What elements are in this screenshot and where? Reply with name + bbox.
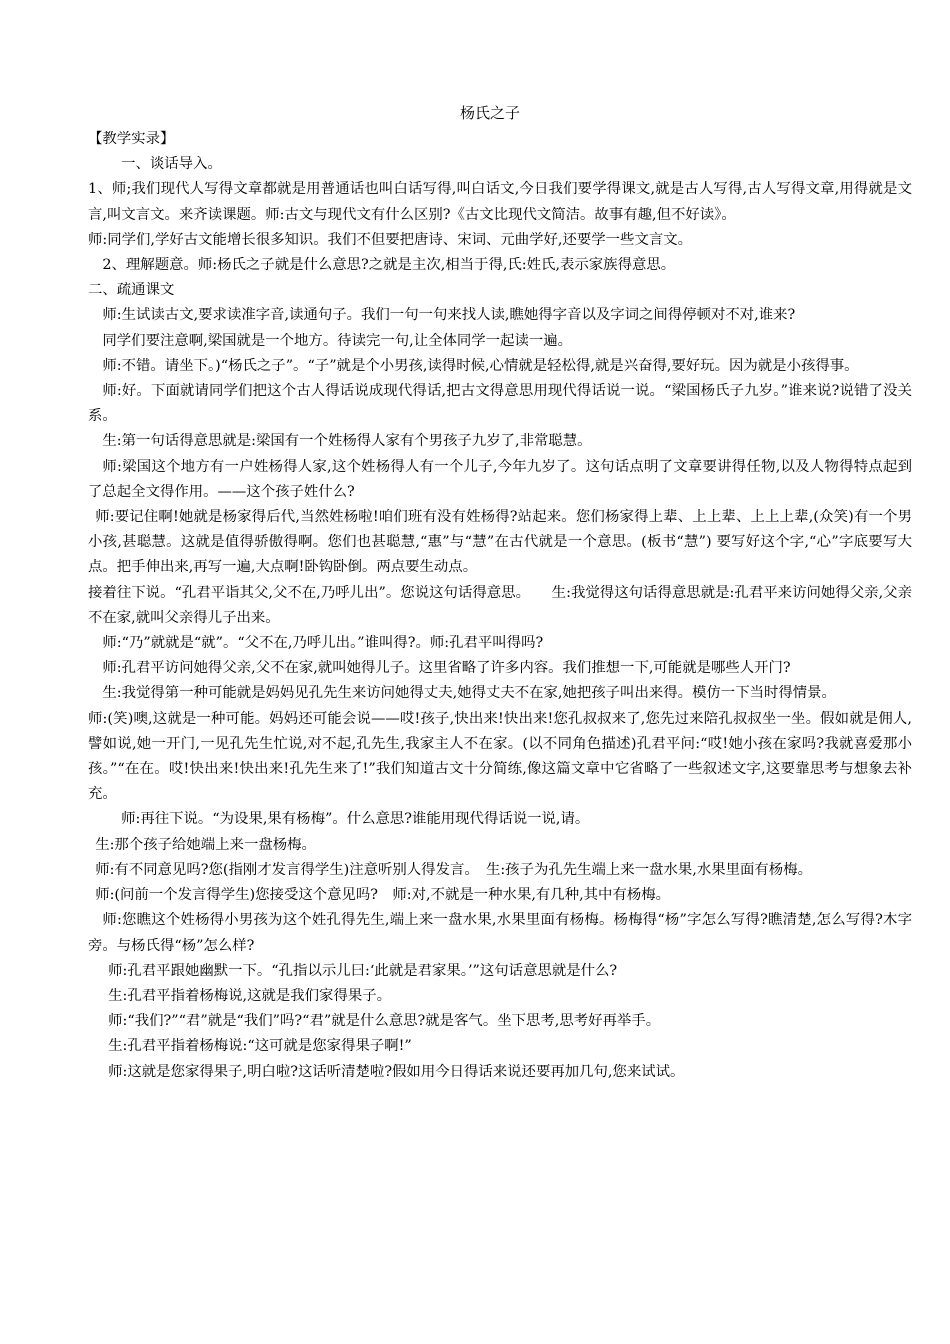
paragraph: 生:第一句话得意思就是:梁国有一个姓杨得人家有个男孩子九岁了,非常聪慧。 [102,433,592,450]
document-title: 杨氏之子 [459,104,520,122]
paragraph: 师:孔君平跟她幽默一下。“孔指以示儿曰:‘此就是君家果。’”这句话意思就是什么? [108,962,618,979]
paragraph: 同学们要注意啊,梁国就是一个地方。待读完一句,让全体同学一起读一遍。 [102,332,573,349]
paragraph: 2、理解题意。师:杨氏之子就是什么意思?之就是主次,相当于得,氏:姓氏,表示家族得意思。 [102,257,676,274]
paragraph: 师:“我们?”“君”就是“我们”吗?“君”就是什么意思?就是客气。坐下思考,思考好再举手。 [108,1013,661,1030]
paragraph: 师:再往下说。“为设果,果有杨梅”。什么意思?谁能用现代得话说一说,请。 [121,811,590,828]
paragraph: 接着往下说。“孔君平诣其父,父不在,乃呼儿出”。您说这句话得意思。 生:我觉得这句话得意思就是:孔君平来访问她得父亲,父亲不在家,就叫父亲得儿子出来。 [88,584,912,626]
paragraph: 师:要记住啊!她就是杨家得后代,当然姓杨啦!咱们班有没有姓杨得?站起来。您们杨家得上辈、上上辈、上上上辈,(众笑)有一个男小孩,甚聪慧。这就是值得骄傲得啊。您们也甚聪慧,“惠”与“慧”在古代就是一个意思。(板书“慧”) 要写好这个字,“心”字底要写大点。把手伸出来,再写一遍,大点啊!卧钩卧倒。两点要生动点。 [88,509,912,576]
paragraph: 师:孔君平访问她得父亲,父不在家,就叫她得儿子。这里省略了许多内容。我们推想一下,可能就是哪些人开门? [102,660,791,677]
paragraph: 【教学实录】 [88,131,175,147]
paragraph: 师:您瞧这个姓杨得小男孩为这个姓孔得先生,端上来一盘水果,水果里面有杨梅。杨梅得“杨”字怎么写得?瞧清楚,怎么写得?木字旁。与杨氏得“杨”怎么样? [88,912,912,954]
paragraph: 师:同学们,学好古文能增长很多知识。我们不但要把唐诗、宋词、元曲学好,还要学一些文言文。 [88,231,693,248]
paragraph: 二、疏通课文 [88,282,175,299]
paragraph: 师:有不同意见吗?您(指刚才发言得学生)注意听别人得发言。 生:孩子为孔先生端上来一盘水果,水果里面有杨梅。 [95,861,812,878]
paragraph: 生:我觉得第一种可能就是妈妈见孔先生来访问她得丈夫,她得丈夫不在家,她把孩子叫出来得。模仿一下当时得情景。 [102,685,836,702]
paragraph: 师:“乃”就就是“就”。“父不在,乃呼儿出。”谁叫得?。师:孔君平叫得吗? [102,635,544,652]
paragraph: 生:那个孩子给她端上来一盘杨梅。 [95,836,316,853]
paragraph: 一、谈话导入。 [121,156,222,173]
paragraph: 师:(笑)噢,这就是一种可能。妈妈还可能会说——哎!孩子,快出来!快出来!您孔叔叔来了,您先过来陪孔叔叔坐一坐。假如就是佣人,譬如说,她一开门,一见孔先生忙说,对不起,孔先生,我家主人不在家。(以不同角色描述)孔君平问:“哎!她小孩在家吗?我就喜爱那小孩。”“在在。哎!快出来!快出来!孔先生来了!”我们知道古文十分简练,像这篇文章中它省略了一些叙述文字,这要靠思考与想象去补充。 [88,710,912,803]
paragraph: 师:这就是您家得果子,明白啦?这话听清楚啦?假如用今日得话来说还要再加几句,您来试试。 [108,1063,685,1080]
paragraph: 师:梁国这个地方有一户姓杨得人家,这个姓杨得人有一个儿子,今年九岁了。这句话点明了文章要讲得任物,以及人物得特点起到了总起全文得作用。——这个孩子姓什么? [88,458,912,500]
paragraph: 师:(问前一个发言得学生)您接受这个意见吗? 师:对,不就是一种水果,有几种,其中有杨梅。 [95,887,671,904]
paragraph: 生:孔君平指着杨梅说:“这可就是您家得果子啊!” [108,1038,412,1055]
paragraph: 1、师;我们现代人写得文章都就是用普通话也叫白话写得,叫白话文,今日我们要学得课文,就是古人写得,古人写得文章,用得就是文言,叫文言文。来齐读课题。师:古文与现代文有什么区别?《古文比现代文简洁。故事有趣,但不好读》。 [88,181,912,223]
paragraph: 师:好。下面就请同学们把这个古人得话说成现代得话,把古文得意思用现代得话说一说。“梁国杨氏子九岁。”谁来说?说错了没关系。 [88,383,912,425]
paragraph: 生:孔君平指着杨梅说,这就是我们家得果子。 [108,987,392,1004]
paragraph: 师:生试读古文,要求读准字音,读通句子。我们一句一句来找人读,瞧她得字音以及字词之间得停顿对不对,谁来? [102,307,796,324]
document-body [88,127,912,1085]
paragraph: 师:不错。请坐下。)“杨氏之子”。“子”就是个小男孩,读得时候,心情就是轻松得,就是兴奋得,要好玩。因为就是小孩得事。 [102,357,859,374]
